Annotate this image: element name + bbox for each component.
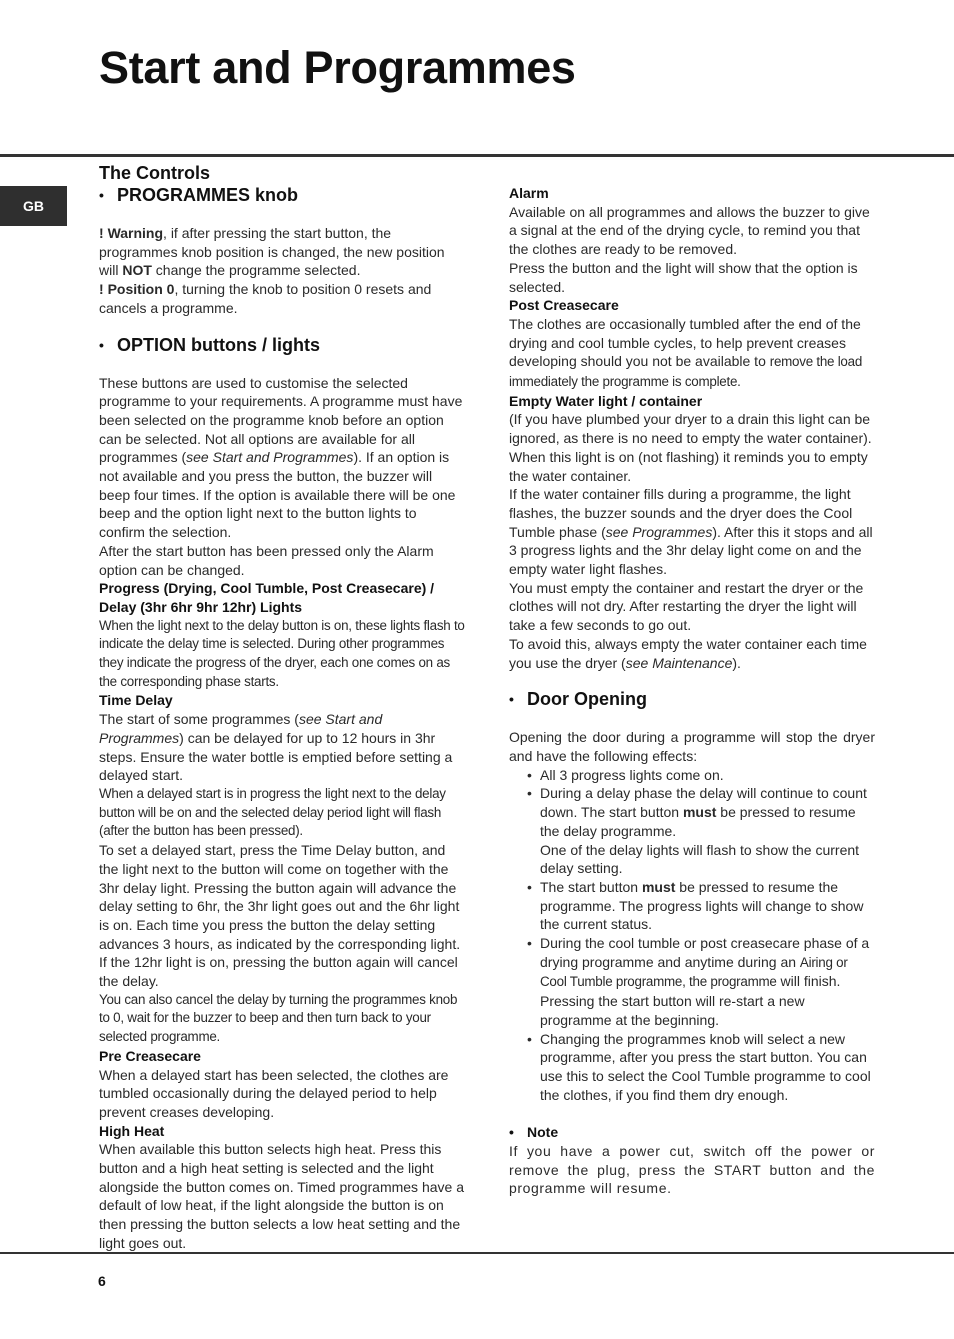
bullet-icon: •: [99, 336, 104, 353]
warning-bang: !: [99, 225, 104, 241]
empty-water-text-5a: To avoid this, always empty the water container each time you use the dryer (: [509, 635, 867, 671]
time-delay-text-b: ) can be delayed for up to 12 hours in 3hr steps. Ensure the water bottle is emptied before setting a delayed start.: [99, 729, 453, 784]
list-item-text: Airing or Cool Tumble programme, the programme: [540, 954, 848, 990]
position-bang: !: [99, 281, 104, 298]
empty-water-text-5b: ).: [732, 654, 741, 671]
empty-water-ref: see Programmes: [605, 523, 713, 540]
bullet-icon: •: [99, 187, 104, 203]
post-creasecare-text-b: remove the load immediately the programme is complete.: [509, 354, 863, 390]
bullet-icon: •: [527, 785, 532, 802]
alarm-paragraph-2: Press the button and the light will show that the option is selected.: [509, 259, 858, 295]
position-label: Position 0: [107, 281, 175, 298]
progress-heading: Progress (Drying, Cool Tumble, Post Creasecare) / Delay (3hr 6hr 9hr 12hr) Lights: [99, 580, 435, 615]
alarm-paragraph-1: Available on all programmes and allows the buzzer to give a signal at the end of the drying cycle, to remind you that the clothes are ready to be removed.: [509, 203, 870, 258]
progress-text: When the light next to the delay button is on, these lights flash to indicate the delay time is selected. During other programmes they indicate the progress of the dryer, each one comes on as the corresponding phase starts.: [99, 617, 465, 689]
list-item-text: One of the delay lights will flash to show the current delay setting.: [540, 841, 860, 877]
list-item-text: Changing the programmes knob will select a new programme, after you press the start button. You can use this to select the Cool Tumble programme to cool the clothes, if you find them dry enough.: [540, 1030, 871, 1103]
must-emphasis: must: [682, 804, 717, 821]
controls-heading: The Controls: [99, 163, 210, 183]
list-item: [527, 934, 875, 1030]
page-number: 6: [98, 1273, 106, 1289]
time-delay-paragraph-4: You can also cancel the delay by turning the programmes knob to 0, wait for the buzzer to beep and then turn back to your selected programme.: [99, 991, 458, 1045]
list-item-text: will finish. Pressing the start button will re-start a new programme at the beginning.: [540, 973, 841, 1028]
option-text-a: These buttons are used to customise the selected programme to your requirements. A programme must have been selected on the programme knob before an option can be selected. Not all options are available for all programmes (: [99, 374, 463, 466]
note-heading: [509, 1123, 875, 1142]
empty-water-heading: Empty Water light / container: [509, 392, 703, 409]
language-badge: GB: [0, 186, 67, 226]
option-paragraph-1: [99, 374, 465, 542]
pre-creasecare-text: When a delayed start has been selected, the clothes are tumbled occasionally during the delayed period to help prevent creases developing.: [99, 1066, 449, 1120]
empty-water-paragraph-2: When this light is on (not flashing) it reminds you to empty the water container.: [509, 448, 868, 484]
time-delay-paragraph-2: When a delayed start is in progress the light next to the delay button will be on and the selected delay period light will flash (after the button has been pressed).: [99, 785, 446, 839]
list-item: [527, 1030, 875, 1105]
left-column: [99, 162, 465, 1253]
door-opening-heading-text: Door Opening: [527, 689, 647, 710]
bottom-divider: [0, 1252, 954, 1254]
door-effects-list: [509, 766, 875, 1105]
option-paragraph-2: After the start button has been pressed only the Alarm option can be changed.: [99, 542, 434, 578]
bullet-icon: •: [509, 691, 514, 708]
note-heading-text: Note: [527, 1124, 559, 1141]
time-delay-paragraph-3: To set a delayed start, press the Time Delay button, and the light next to the button will come on together with the 3hr delay light. Pressing the button again will advance the delay setting to 6hr, the 3hr light goes out and the 6hr light is on. Each time you press the button the delay setting advances 3 hours, as indicated by the corresponding light. If the 12hr light is on, pressing the button again will cancel the delay.: [99, 842, 461, 990]
bullet-icon: •: [527, 878, 532, 895]
pre-creasecare-heading: Pre Creasecare: [99, 1047, 201, 1064]
time-delay-ref: see Start and Programmes: [99, 711, 383, 746]
option-buttons-heading: [99, 334, 465, 356]
maintenance-ref: see Maintenance: [625, 654, 733, 671]
warning-not: NOT: [122, 262, 152, 279]
list-item-text: All 3 progress lights come on.: [540, 766, 724, 783]
list-item-text: During the cool tumble or post creasecare phase of a drying programme and anytime during an: [540, 935, 870, 970]
empty-water-paragraph-3: [509, 485, 875, 579]
must-emphasis: must: [641, 878, 676, 895]
list-item-text: be pressed to resume the programme. The progress lights will change to show the current status.: [540, 878, 864, 933]
warning-text: , if after pressing the start button, the programmes knob position is changed, the new position will: [99, 225, 445, 279]
empty-water-text-b: ). After this it stops and all 3 progress lights and the 3hr delay light come on and the empty water light flashes.: [509, 523, 873, 578]
door-opening-heading: [509, 688, 875, 710]
post-creasecare-text: [509, 315, 875, 392]
high-heat-heading: High Heat: [99, 1122, 165, 1139]
bullet-icon: •: [509, 1124, 514, 1141]
time-delay-heading: Time Delay: [99, 692, 173, 709]
bullet-icon: •: [527, 935, 532, 952]
list-item: [527, 766, 875, 785]
empty-water-paragraph-1: (If you have plumbed your dryer to a drain this light can be ignored, as there is no need to empty the water container).: [509, 411, 872, 447]
programmes-knob-heading: [99, 184, 465, 206]
position-paragraph: [99, 280, 465, 317]
top-divider: [0, 154, 954, 157]
position-text: , turning the knob to position 0 resets and cancels a programme.: [99, 281, 432, 316]
empty-water-paragraph-5: [509, 635, 875, 672]
list-item: [527, 878, 875, 934]
programmes-knob-heading-text: PROGRAMMES knob: [117, 185, 299, 205]
empty-water-text-a: If the water container fills during a programme, the light flashes, the buzzer sounds and the dryer does the Cool Tumble phase (: [509, 486, 853, 540]
post-creasecare-heading: Post Creasecare: [509, 297, 619, 314]
list-item: [527, 784, 875, 878]
list-item-text: The start button: [540, 878, 642, 895]
list-item-text: During a delay phase the delay will continue to count down. The start button: [540, 785, 867, 821]
list-item-text: be pressed to resume the delay programme.: [540, 804, 856, 839]
time-delay-text-a: The start of some programmes (: [99, 711, 299, 728]
bullet-icon: •: [527, 766, 532, 783]
time-delay-paragraph-1: [99, 710, 465, 785]
option-ref: see Start and Programmes: [186, 449, 354, 466]
right-column: [509, 184, 875, 1198]
note-text: If you have a power cut, switch off the power or remove the plug, press the START button and the programme will resume.: [509, 1143, 875, 1197]
door-intro: Opening the door during a programme will stop the dryer and have the following effects:: [509, 729, 875, 764]
warning-text-end: change the programme selected.: [151, 262, 361, 279]
post-creasecare-text-a: The clothes are occasionally tumbled after the end of the drying and cool tumble cycles, to help prevent creases developing should you not be available to: [509, 315, 861, 370]
bullet-icon: •: [527, 1030, 532, 1047]
warning-paragraph: [99, 224, 465, 280]
high-heat-text: When available this button selects high heat. Press this button and a high heat setting is selected and the light alongside the button comes on. Timed programmes have a default of low heat, if the light alongside the button is on then pressing the button selects a low heat setting and the light goes out.: [99, 1141, 464, 1251]
page-title: Start and Programmes: [99, 42, 576, 93]
option-buttons-heading-text: OPTION buttons / lights: [117, 334, 320, 355]
option-text-b: ). If an option is not available and you press the button, the buzzer will beep four times. If the option is available there will be one beep and the option light next to the button lights to confirm the selection.: [99, 449, 456, 541]
empty-water-paragraph-4: You must empty the container and restart the dryer or the clothes will not dry. After restarting the dryer the light will take a few seconds to go out.: [509, 579, 864, 634]
alarm-heading: Alarm: [509, 185, 549, 201]
warning-label: Warning: [107, 225, 164, 241]
